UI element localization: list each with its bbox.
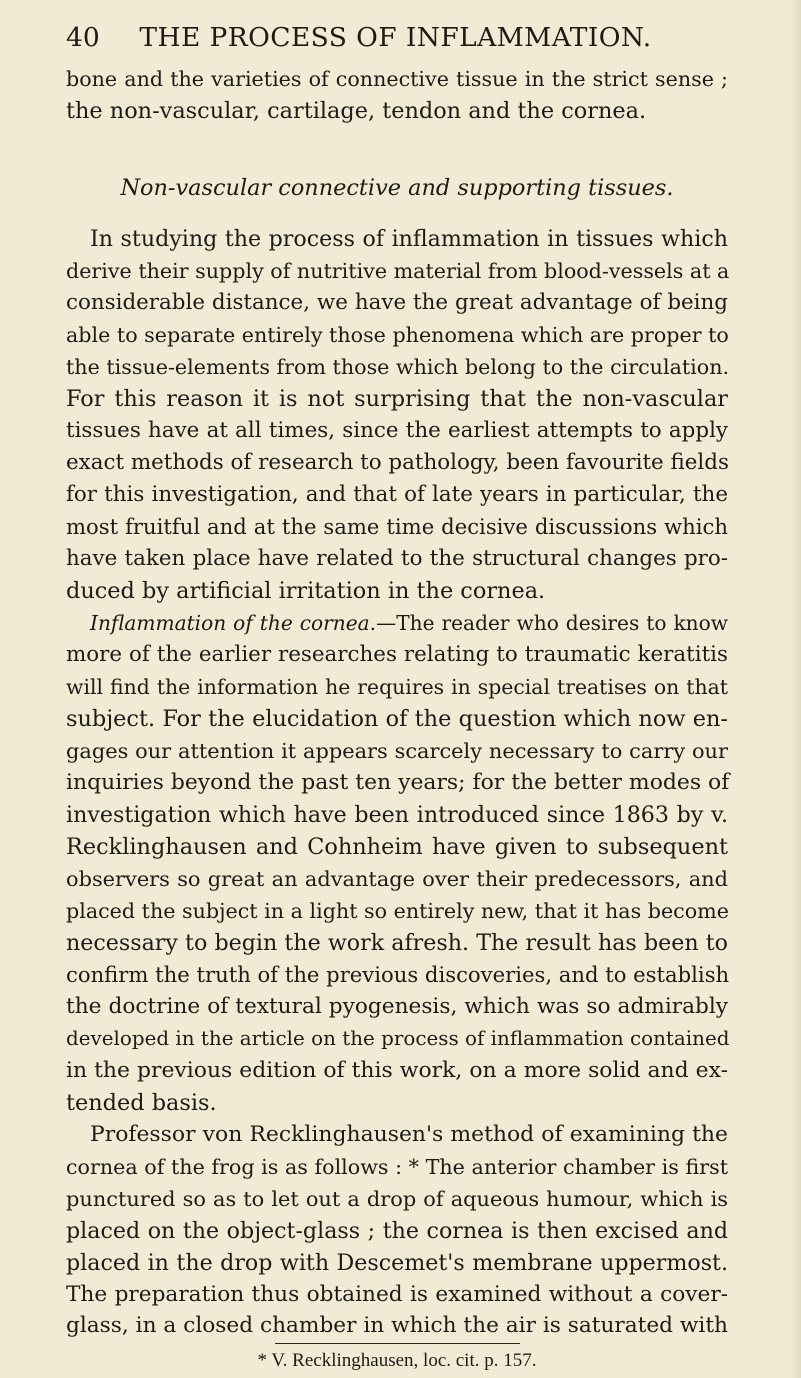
- text-line: subject. For the elucidation of the question which now en-: [66, 706, 728, 732]
- text-line: able to separate entirely those phenomena which are proper to: [66, 323, 729, 347]
- text-line: cornea of the frog is as follows : * The anterior chamber is first: [66, 1155, 728, 1179]
- paragraph-first-line: In studying the process of inflammation in tissues which: [90, 226, 728, 252]
- text-line: the tissue-elements from those which belong to the circulation.: [66, 355, 730, 379]
- text-line: most fruitful and at the same time decisive discussions which: [66, 514, 728, 539]
- text-line: investigation which have been introduced since 1863 by v.: [66, 802, 728, 828]
- text-line: more of the earlier researches relating to traumatic keratitis: [66, 642, 728, 667]
- text-line: For this reason it is not surprising that the non-vascular: [66, 386, 728, 412]
- page-number: 40: [66, 22, 100, 53]
- text-line: considerable distance, we have the great advantage of being: [66, 290, 728, 315]
- text-line: the non-vascular, cartilage, tendon and the cornea.: [66, 98, 647, 124]
- section-heading: Non-vascular connective and supporting tissues.: [120, 175, 674, 201]
- text-line: in the previous edition of this work, on a more solid and ex-: [66, 1058, 728, 1083]
- text-line: gages our attention it appears scarcely necessary to carry our: [66, 739, 728, 763]
- text-line: bone and the varieties of connective tissue in the strict sense ;: [66, 67, 728, 91]
- text-line: placed in the drop with Descemet's membrane uppermost.: [66, 1250, 728, 1276]
- text-line: will find the information he requires in special treatises on that: [66, 675, 728, 699]
- text-line: Recklinghausen and Cohnheim have given to subsequent: [66, 834, 728, 860]
- text-line: placed on the object-glass ; the cornea is then excised and: [66, 1218, 728, 1244]
- text-run: —The reader who desires to know: [376, 611, 729, 635]
- text-line: derive their supply of nutritive material from blood-vessels at a: [66, 259, 730, 283]
- text-line: developed in the article on the process of inflammation contained: [66, 1027, 730, 1050]
- text-line: The preparation thus obtained is examined without a cover-: [66, 1282, 728, 1307]
- paragraph-first-line: Professor von Recklinghausen's method of examining the: [90, 1122, 728, 1147]
- run-in-heading: Inflammation of the cornea.: [90, 611, 377, 635]
- text-line: for this investigation, and that of late years in particular, the: [66, 482, 728, 507]
- text-line: confirm the truth of the previous discoveries, and to establish: [66, 962, 730, 987]
- text-line: necessary to begin the work afresh. The result has been to: [66, 930, 728, 956]
- running-title: THE PROCESS OF INFLAMMATION.: [139, 22, 652, 53]
- text-line: inquiries beyond the past ten years; for the better modes of: [66, 770, 730, 795]
- text-line: tended basis.: [66, 1090, 217, 1116]
- text-line: punctured so as to let out a drop of aqueous humour, which is: [66, 1187, 728, 1211]
- paragraph-first-line: [90, 608, 728, 638]
- text-line: placed the subject in a light so entirely new, that it has become: [66, 899, 729, 923]
- text-line: exact methods of research to pathology, been favourite fields: [66, 450, 729, 475]
- text-line: glass, in a closed chamber in which the air is saturated with: [66, 1313, 728, 1338]
- footnote-rule: [275, 1343, 520, 1344]
- page-edge-shadow: [791, 0, 801, 1378]
- running-head: [66, 24, 725, 52]
- text-line: observers so great an advantage over their predecessors, and: [66, 867, 728, 891]
- text-line: tissues have at all times, since the earliest attempts to apply: [66, 418, 728, 443]
- text-line: duced by artificial irritation in the cornea.: [66, 578, 546, 604]
- footnote: * V. Recklinghausen, loc. cit. p. 157.: [257, 1350, 537, 1371]
- text-line: the doctrine of textural pyogenesis, which was so admirably: [66, 994, 728, 1019]
- text-line: have taken place have related to the structural changes pro-: [66, 546, 728, 571]
